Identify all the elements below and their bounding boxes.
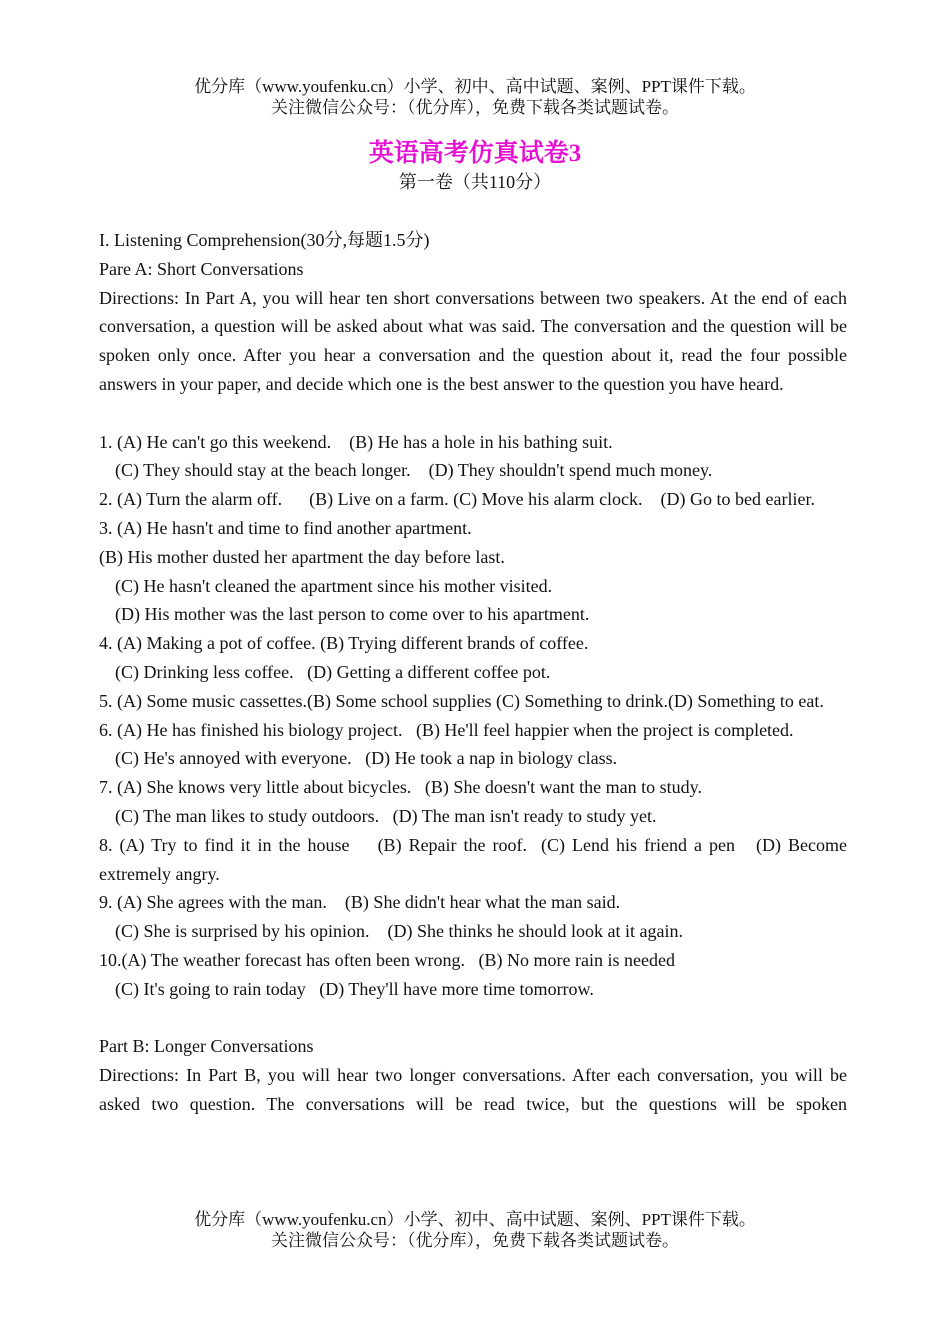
question-7-line-2: (C) The man likes to study outdoors. (D) The man isn't ready to study yet. [115,805,657,826]
part-b-heading: Part B: Longer Conversations [99,1036,314,1057]
page-header [0,76,950,118]
spacer [99,1004,847,1033]
question-6-line-1: 6. (A) He has finished his biology project. (B) He'll feel happier when the project is completed. [99,719,794,740]
spacer [99,399,847,428]
footer-line-1: 优分库（www.youfenku.cn）小学、初中、高中试题、案例、PPT课件下载。 [194,1210,756,1229]
question-9-line-2: (C) She is surprised by his opinion. (D) She thinks he should look at it again. [115,921,683,942]
question-4-line-2: (C) Drinking less coffee. (D) Getting a different coffee pot. [115,661,551,682]
footer-line-2: 关注微信公众号：（优分库），免费下载各类试题试卷。 [271,1231,679,1250]
part-a-heading: Pare A: Short Conversations [99,258,304,279]
question-1-line-2: (C) They should stay at the beach longer. (D) They shouldn't spend much money. [115,460,713,481]
question-3-line-1: 3. (A) He hasn't and time to find another apartment. [99,517,472,538]
exam-title: 英语高考仿真试卷3 [368,140,582,167]
question-10-line-1: 10.(A) The weather forecast has often been wrong. (B) No more rain is needed [99,949,675,970]
question-3-line-2: (B) His mother dusted her apartment the day before last. [99,546,505,567]
document-body [99,226,852,1119]
header-line-1: 优分库（www.youfenku.cn）小学、初中、高中试题、案例、PPT课件下载。 [194,77,756,96]
question-8: 8. (A) Try to find it in the house (B) Repair the roof. (C) Lend his friend a pen (D) Become extremely angry. [99,834,852,884]
exam-subtitle: 第一卷（共110分） [398,172,552,192]
question-1-line-1: 1. (A) He can't go this weekend. (B) He has a hole in his bathing suit. [99,431,613,452]
question-3-line-3: (C) He hasn't cleaned the apartment since his mother visited. [115,575,553,596]
question-9-line-1: 9. (A) She agrees with the man. (B) She didn't hear what the man said. [99,892,621,913]
section-heading: I. Listening Comprehension(30分,每题1.5分) [99,230,430,250]
question-6-line-2: (C) He's annoyed with everyone. (D) He took a nap in biology class. [115,748,618,769]
question-7-line-1: 7. (A) She knows very little about bicycles. (B) She doesn't want the man to study. [99,777,702,798]
question-4-line-1: 4. (A) Making a pot of coffee. (B) Trying different brands of coffee. [99,633,589,654]
part-a-directions: Directions: In Part A, you will hear ten short conversations between two speakers. At the end of each conversation, a question will be asked about what was said. The conversation and the question will be spoken only once. After you hear a conversation and the question about it, read the four possible answers in your paper, and decide which one is the best answer to the question you have heard. [99,287,847,394]
part-b-directions: Directions: In Part B, you will hear two longer conversations. After each conversation, you will be asked two question. The conversations will be read twice, but the questions will be spoken [99,1065,847,1114]
page-footer [0,1209,950,1251]
header-line-2: 关注微信公众号：（优分库），免费下载各类试题试卷。 [271,98,679,117]
question-5: 5. (A) Some music cassettes.(B) Some school supplies (C) Something to drink.(D) Something to eat. [99,690,824,711]
question-10-line-2: (C) It's going to rain today (D) They'll have more time tomorrow. [115,978,594,999]
question-3-line-4: (D) His mother was the last person to come over to his apartment. [115,604,590,625]
question-2: 2. (A) Turn the alarm off. (B) Live on a farm. (C) Move his alarm clock. (D) Go to bed earlier. [99,489,815,510]
